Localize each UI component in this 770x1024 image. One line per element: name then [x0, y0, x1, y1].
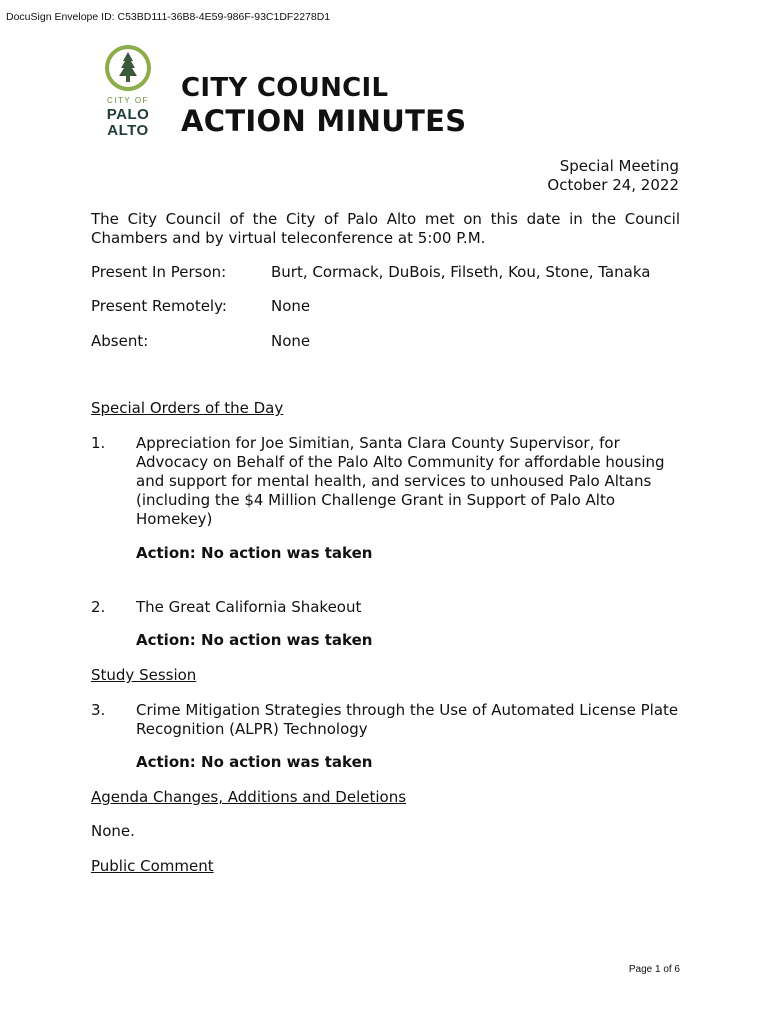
attendance-label: Absent:: [91, 332, 149, 350]
meeting-type: Special Meeting: [559, 157, 679, 175]
item-number: 1.: [91, 434, 106, 452]
item-number: 2.: [91, 598, 106, 616]
intro-paragraph: The City Council of the City of Palo Alto met on this date in the Council Chambers and by virtual teleconference at 5:00 P.M.: [91, 210, 680, 247]
item-action: Action: No action was taken: [136, 631, 373, 649]
meeting-date: October 24, 2022: [547, 176, 679, 194]
agenda-changes-body: None.: [91, 822, 135, 840]
item-text: The Great California Shakeout: [136, 598, 362, 616]
title-line-2: ACTION MINUTES: [181, 104, 467, 138]
item-text: Appreciation for Joe Simitian, Santa Clara County Supervisor, for Advocacy on Behalf of the Palo Alto Community for affordable housing and support for mental health, and services to unhoused Palo Altans (including the $4 Million Challenge Grant in Support of Palo Alto Homekey): [136, 434, 665, 528]
section-heading-public-comment: Public Comment: [91, 857, 214, 875]
meeting-info: [547, 157, 679, 195]
section-heading-study-session: Study Session: [91, 666, 197, 684]
item-number: 3.: [91, 701, 106, 719]
item-action: Action: No action was taken: [136, 544, 373, 562]
attendance-label: Present In Person:: [91, 263, 227, 281]
title-line-1: CITY COUNCIL: [181, 73, 389, 103]
logo-alto: ALTO: [107, 122, 149, 139]
page-number: Page 1 of 6: [628, 964, 680, 975]
tree-icon: [104, 44, 152, 92]
section-heading-agenda-changes: Agenda Changes, Additions and Deletions: [91, 788, 407, 806]
docusign-envelope-id: DocuSign Envelope ID: C53BD111-36B8-4E59-986F-93C1DF2278D1: [6, 11, 331, 23]
item-text: Crime Mitigation Strategies through the Use of Automated License Plate Recognition (ALPR) Technology: [136, 701, 679, 738]
attendance-value: None: [271, 332, 311, 350]
attendance-value: None: [271, 297, 311, 315]
item-action: Action: No action was taken: [136, 753, 373, 771]
logo-city-of: CITY OF: [107, 96, 149, 105]
logo-palo: PALO: [106, 106, 150, 123]
attendance-label: Present Remotely:: [91, 297, 227, 315]
section-heading-special-orders: Special Orders of the Day: [91, 399, 284, 417]
attendance-value: Burt, Cormack, DuBois, Filseth, Kou, Stone, Tanaka: [271, 263, 651, 281]
